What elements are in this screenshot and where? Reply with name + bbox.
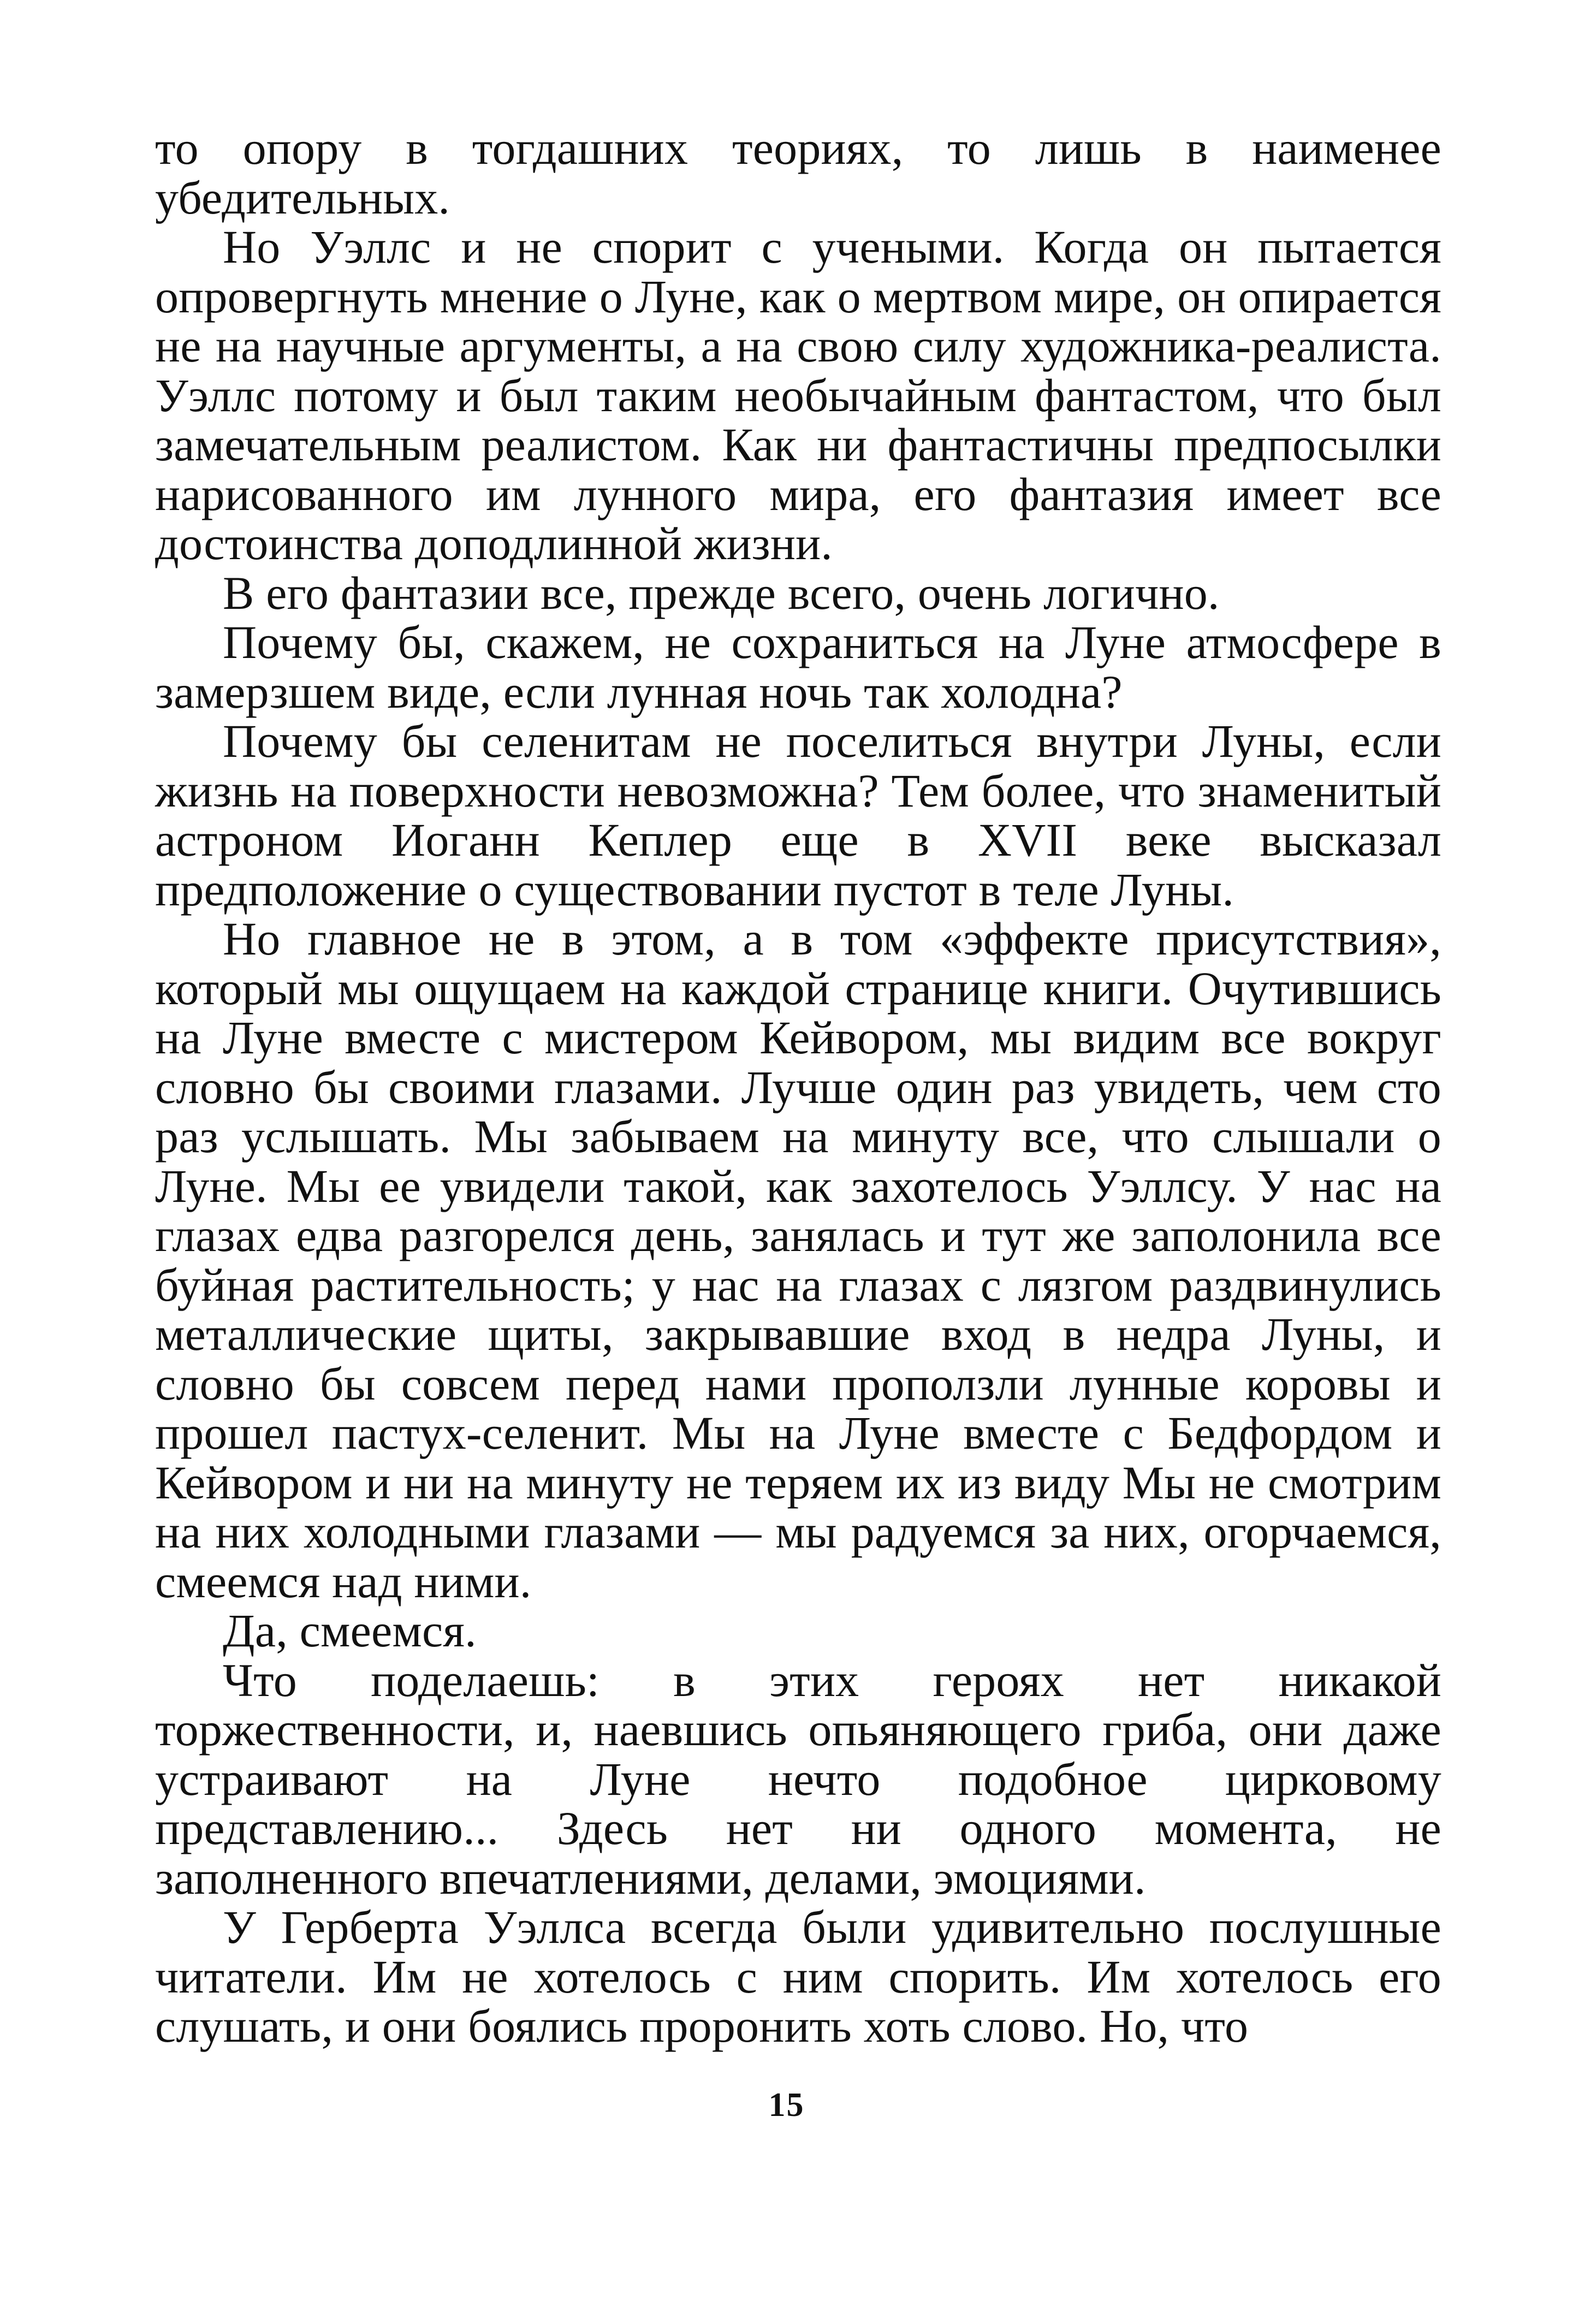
- text-block: [155, 123, 1441, 2051]
- page-number: 15: [768, 2086, 805, 2124]
- paragraph: Но Уэллс и не спорит с учеными. Когда он пытается опровергнуть мнение о Луне, как о мертвом мире, он опирается не на научные аргументы, а на свою силу художника-реалиста. Уэллс потому и был таким необычайным фантастом, что был замечательным реалистом. Как ни фантастичны предпосылки нарисованного им лунного мира, его фантазия имеет все достоинства доподлинной жизни.: [155, 221, 1441, 570]
- paragraph: Но главное не в этом, а в том «эффекте присутствия», который мы ощущаем на каждой странице книги. Очутившись на Луне вместе с мистером Кейвором, мы видим все вокруг словно бы своими глазами. Лучше один раз увидеть, чем сто раз услышать. Мы забываем на минуту все, что слышали о Луне. Мы ее увидели такой, как захотелось Уэллсу. У нас на глазах едва разгорелся день, занялась и тут же заполонила все буйная растительность; у нас на глазах с лязгом раздвинулись металлические щиты, закрывавшие вход в недра Луны, и словно бы совсем перед нами проползли лунные коровы и прошел пастух-селенит. Мы на Луне вместе с Бедфордом и Кейвором и ни на минуту не теряем их из виду Мы не смотрим на них холодными глазами — мы радуемся за них, огорчаемся, смеемся над ними.: [155, 912, 1441, 1608]
- paragraph: Что поделаешь: в этих героях нет никакой торжественности, и, наевшись опьяняющего гриба, они даже устраивают на Луне нечто подобное цирковому представлению... Здесь нет ни одного момента, не заполненного впечатлениями, делами, эмоциями.: [155, 1653, 1441, 1904]
- paragraph: Почему бы селенитам не поселиться внутри Луны, если жизнь на поверхности невозможна? Тем более, что знаменитый астроном Иоганн Кеплер еще в XVII веке высказал предположение о существовании пустот в теле Луны.: [155, 715, 1441, 916]
- paragraph: У Герберта Уэллса всегда были удивительно послушные читатели. Им не хотелось с ним спорить. Им хотелось его слушать, и они боялись проронить хоть слово. Но, что: [155, 1901, 1441, 2052]
- paragraph: Да, смеемся.: [223, 1604, 477, 1657]
- page-body: [155, 123, 1441, 2051]
- paragraph-continuation: то опору в тогдашних теориях, то лишь в наименее убедительных.: [155, 122, 1441, 224]
- paragraph: Почему бы, скажем, не сохраниться на Луне атмосфере в замерзшем виде, если лунная ночь так холодна?: [155, 616, 1441, 718]
- paragraph: В его фантазии все, прежде всего, очень логично.: [223, 566, 1220, 619]
